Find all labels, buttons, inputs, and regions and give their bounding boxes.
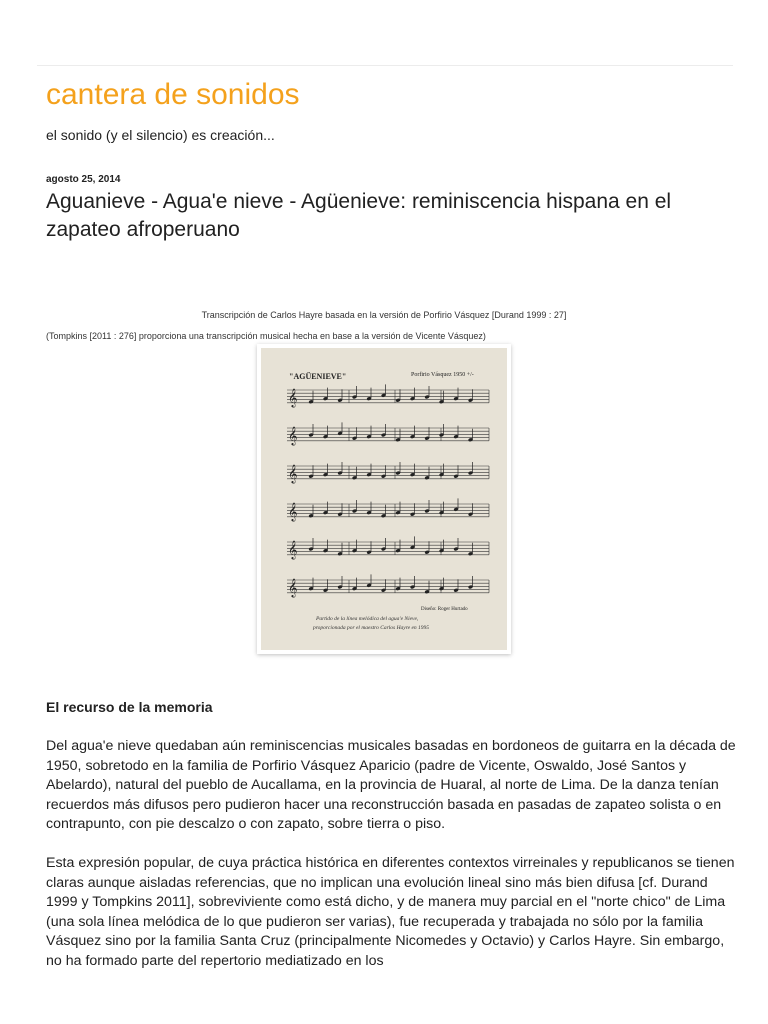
- score-note-line1: Partido de la línea melódica del agua'e Nieve,: [316, 616, 419, 622]
- paragraph-2: Esta expresión popular, de cuya práctica histórica en diferentes contextos virreinales y republicanos se tienen claras aunque aisladas referencias, que no implican una evolución lineal sino más bien difusa [cf. Durand 1999 y Tompkins 2011], sobreviviente como está dicho, y de manera muy parcial en el "norte chico" de Lima (una sola línea melódica de lo que pudieron ser varias), fue recuperada y trabajada no sólo por la familia Vásquez sino por la familia Santa Cruz (principalmente Nicomedes y Octavio) y Carlos Hayre. Sin embargo, no ha formado parte del repertorio mediatizado en los: [46, 855, 735, 969]
- score-note-line2: proporcionada por el maestro Carlos Hayre en 1995: [313, 625, 430, 631]
- svg-text:𝄞: 𝄞: [288, 540, 298, 559]
- score-credit: Diseño: Roger Hurtado: [421, 607, 468, 612]
- image-caption-center: Transcripción de Carlos Hayre basada en la versión de Porfirio Vásquez [Durand 1999 : 27]: [201, 310, 567, 320]
- svg-text:𝄞: 𝄞: [288, 578, 298, 597]
- score-heading: "AGÜENIEVE": [289, 372, 347, 381]
- post-date: agosto 25, 2014: [46, 174, 121, 185]
- sheet-music-image[interactable]: [257, 344, 511, 654]
- svg-text:𝄞: 𝄞: [288, 426, 298, 445]
- image-caption-left: (Tompkins [2011 : 276] proporciona una transcripción musical hecha en base a la versión de Vicente Vásquez): [46, 331, 486, 341]
- paragraph-1: Del agua'e nieve quedaban aún reminiscencias musicales basadas en bordoneos de guitarra en la década de 1950, sobretodo en la familia de Porfirio Vásquez Aparicio (padre de Vicente, Oswaldo, José Santos y Abelardo), natural del pueblo de Aucallama, en la provincia de Huaral, al norte de Lima. De la danza tenían recuerdos más difusos pero pudieron hacer una reconstrucción basada en pasadas de zapateo solista o en contrapunto, con pie descalzo o con zapato, sobre tierra o piso.: [46, 738, 736, 832]
- svg-text:𝄞: 𝄞: [288, 464, 298, 483]
- svg-text:𝄞: 𝄞: [288, 502, 298, 521]
- score-composer: Porfirio Vásquez 1950 +/-: [411, 372, 474, 378]
- blog-title-link[interactable]: cantera de sonidos: [46, 78, 300, 111]
- sheet-music-graphic: [261, 348, 507, 650]
- post-title: Aguanieve - Agua'e nieve - Agüenieve: reminiscencia hispana en el zapateo afroperuano: [46, 190, 672, 241]
- header-divider: [37, 65, 733, 66]
- blog-tagline: el sonido (y el silencio) es creación...: [46, 127, 275, 143]
- section-heading: El recurso de la memoria: [46, 699, 213, 715]
- svg-text:𝄞: 𝄞: [288, 388, 298, 407]
